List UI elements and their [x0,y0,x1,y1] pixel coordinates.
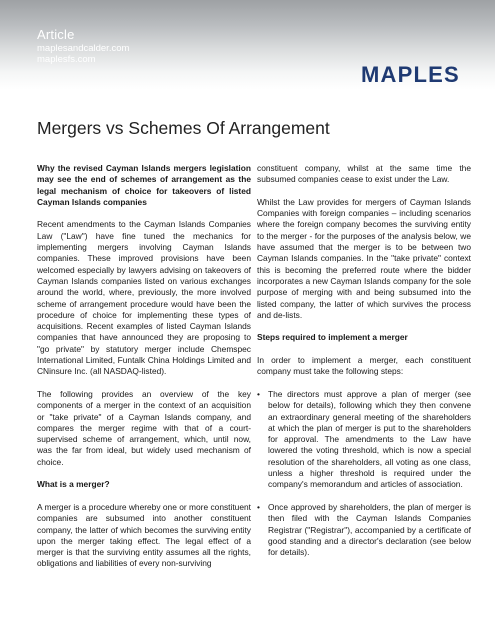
list-item-text: Once approved by shareholders, the plan of merger is then filed with the Cayman Islands Companies Registrar ("Registrar"), accompanied by a certificate of good standing and a director's declaration (see below for details). [268,501,471,558]
paragraph: The following provides an overview of the key components of a merger in the context of an acquisition or "take private" of a Cayman Islands company, and compares the merger regime with that of a court-supervised scheme of arrangement, which, until now, was the far from ideal, but widely used mechanism of choice. [37,388,251,467]
list-item [257,502,471,558]
intro-heading: Why the revised Cayman Islands mergers legislation may see the end of schemes of arrangement as the legal mechanism of choice for takeovers of listed Cayman Islands companies [37,163,251,207]
website-link-maplesandcalder[interactable]: maplesandcalder.com [37,43,130,54]
paragraph: constituent company, whilst at the same time the subsumed companies cease to exist under the Law. [257,163,471,185]
bullet-icon: • [257,388,260,399]
paragraph: A merger is a procedure whereby one or more constituent companies are subsumed into another constituent company, the latter of which becomes the surviving entity upon the merger taking effect. The legal effect of a merger is that the surviving entity assumes all the rights, obligations and liabilities of every non-surviving [37,501,251,569]
paragraph: Recent amendments to the Cayman Islands Companies Law ("Law") have fine tuned the mechanics for implementing mergers involving Cayman Islands companies. These improved provisions have been welcomed especially by lawyers advising on takeovers of Cayman Islands companies listed on various exchanges around the world, where, previously, the more involved scheme of arrangement procedure would have been the procedure of choice for implementing these types of acquisitions. Recent examples of listed Cayman Islands companies that have announced they are proposing to "go private" by statutory merger include Chemspec International Limited, Funtalk China Holdings Limited and CNinsure Inc. (all NASDAQ-listed). [37,219,251,377]
list-item [257,389,471,491]
steps-list [257,389,471,558]
section-heading-what-is-a-merger: What is a merger? [37,479,110,490]
section-heading-steps: Steps required to implement a merger [257,332,408,343]
paragraph: In order to implement a merger, each constituent company must take the following steps: [257,355,471,377]
paragraph: Whilst the Law provides for mergers of Cayman Islands Companies with foreign companies – including scenarios where the foreign company becomes the surviving entity to the merger - for the purposes of the analysis below, we have assumed that the merger is to be between two Cayman Islands companies. In the "take private" context this is becoming the preferred route where the bidder incorporates a new Cayman Islands company for the sole purpose of merging with and being subsumed into the listed company, the latter of which survives the process and de-lists. [257,196,471,320]
bullet-icon: • [257,501,260,512]
list-item-text: The directors must approve a plan of merger (see below for details), following which they then convene an extraordinary general meeting of the shareholders at which the plan of merger is put to the shareholders for approval. The amendments to the Law have lowered the voting threshold, which is now a special resolution of the shareholders, all voting as one class, unless a higher threshold is required under the company's memorandum and articles of association. [268,388,471,490]
article-title: Mergers vs Schemes Of Arrangement [37,118,330,138]
left-column [37,163,251,581]
article-label: Article [37,27,75,42]
website-link-maplesfs[interactable]: maplesfs.com [37,54,96,65]
maples-logo: MAPLES [361,62,460,87]
right-column [257,163,471,570]
